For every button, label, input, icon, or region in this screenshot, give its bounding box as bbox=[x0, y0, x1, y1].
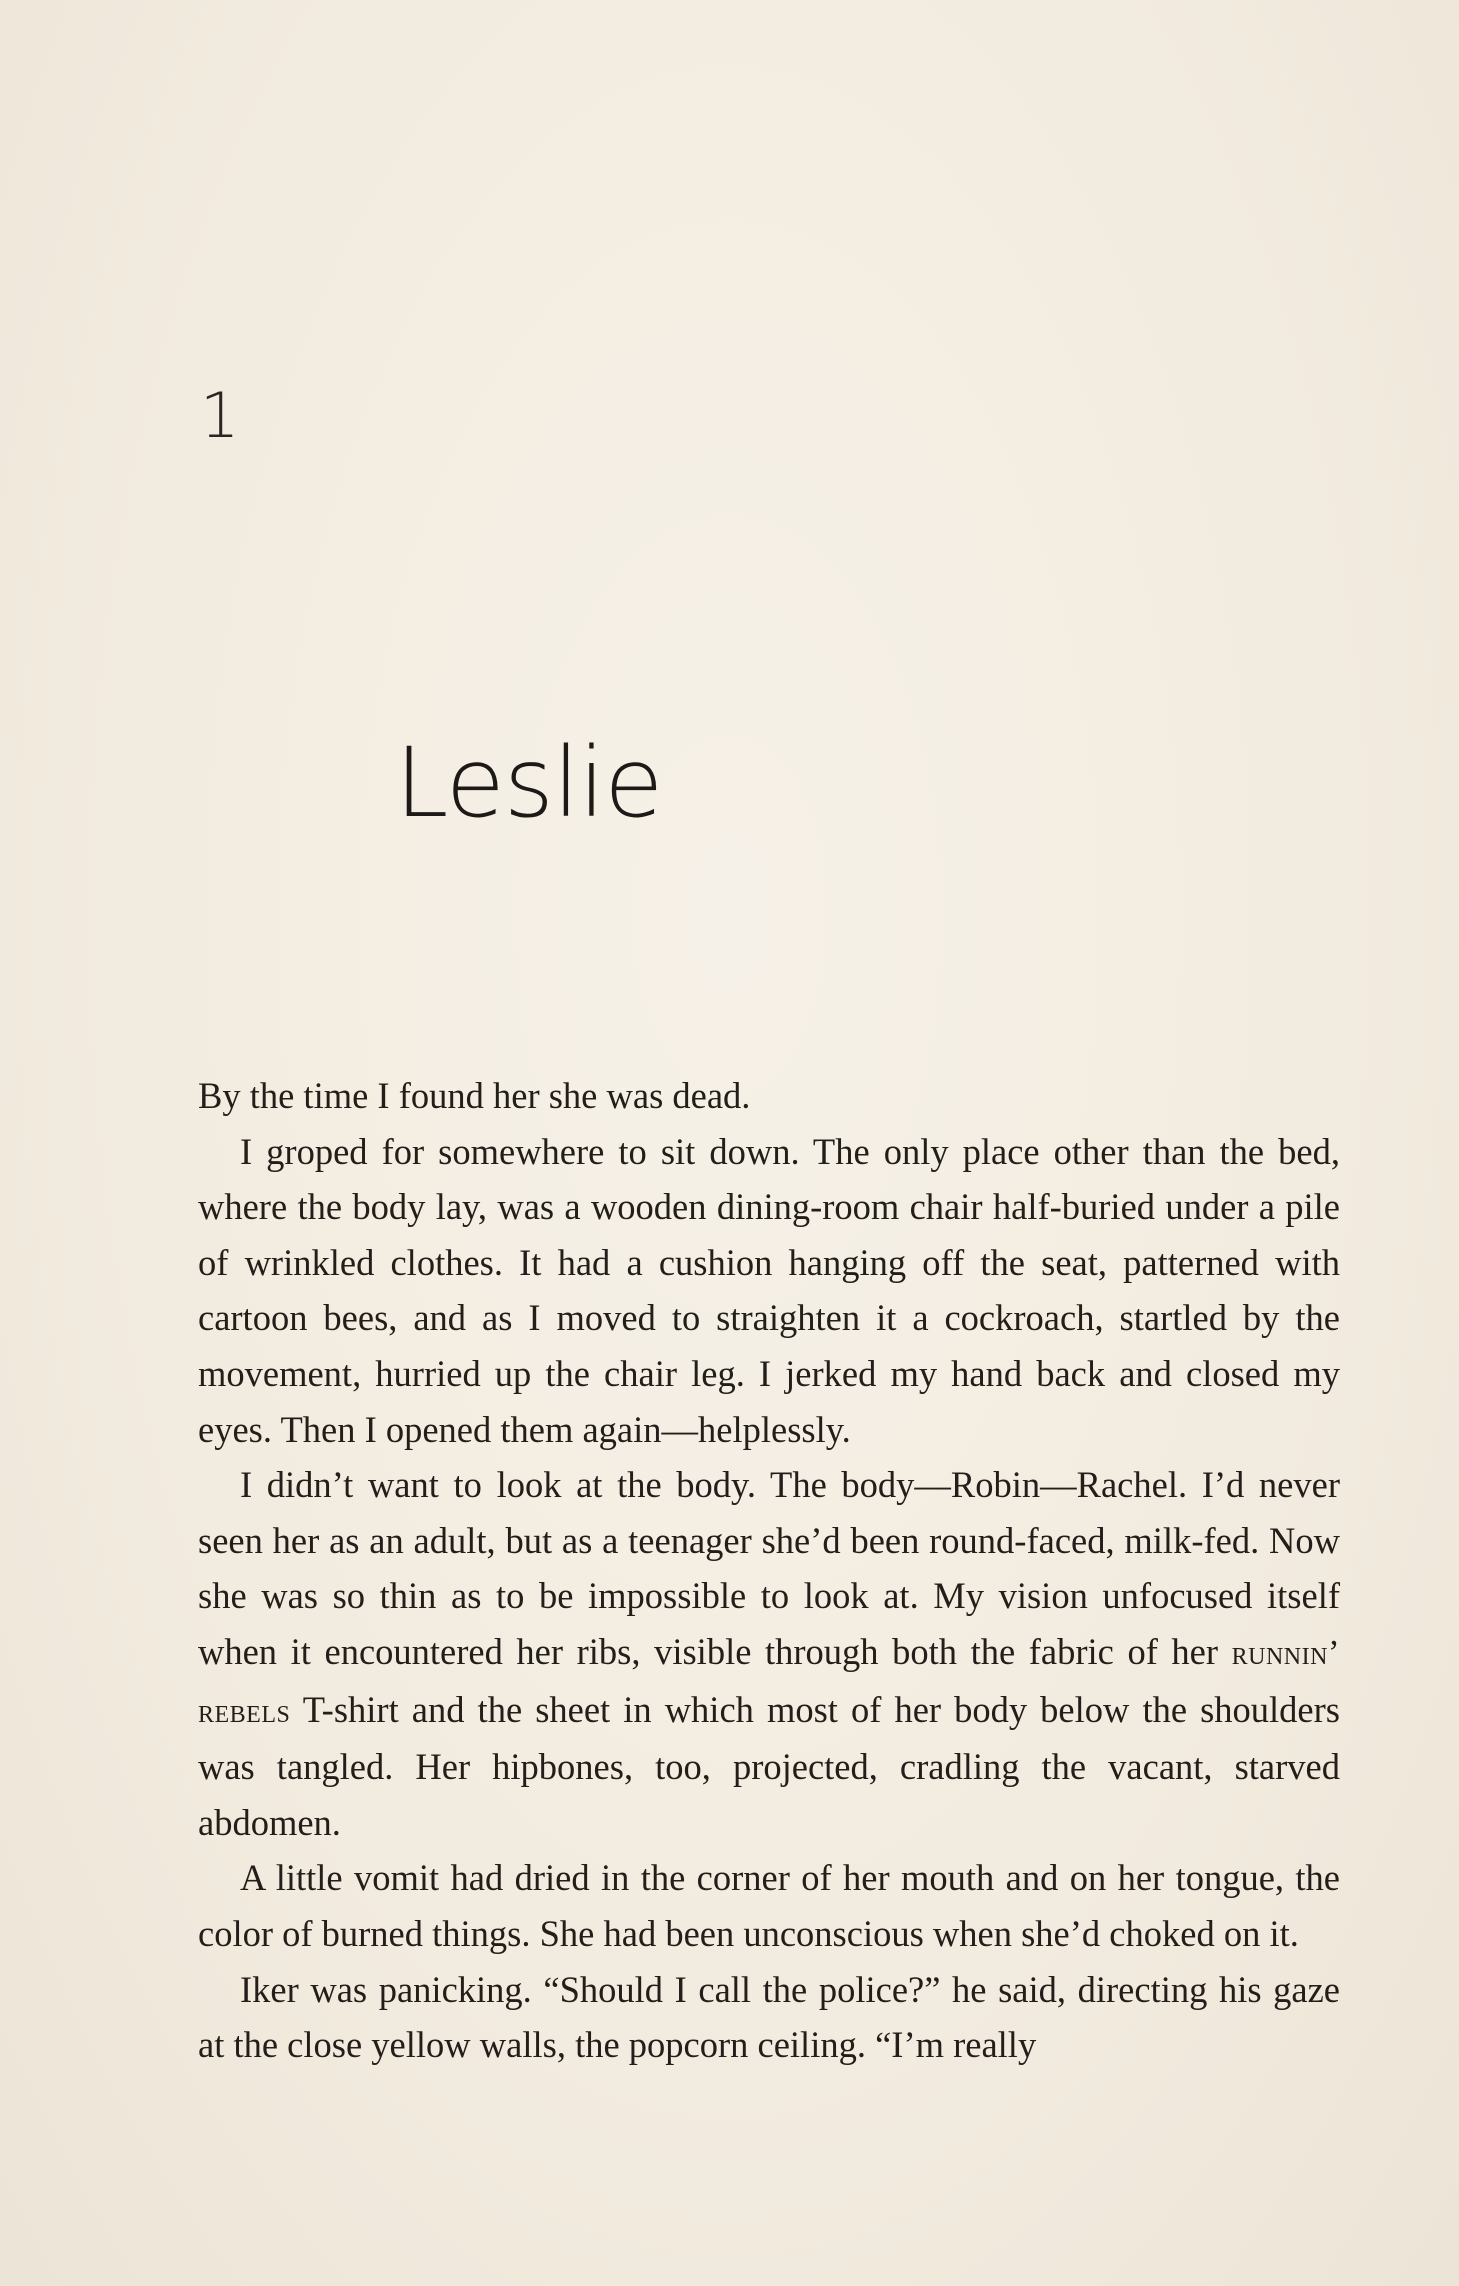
body-text bbox=[198, 1068, 1340, 2073]
paragraph-1: By the time I found her she was dead. bbox=[198, 1075, 751, 1116]
chapter-number: 1 bbox=[200, 379, 240, 452]
chapter-title: Leslie bbox=[395, 727, 663, 839]
paragraph-3-part-2: T-shirt and the sheet in which most of her body below the shoulders was tangled. Her hipbones, too, projected, cradling the vacant, starved abdomen. bbox=[198, 1688, 1340, 1843]
paragraph-3-part-1: I didn’t want to look at the body. The body—Robin—Rachel. I’d never seen her as an adult, but as a teenager she’d been round-faced, milk-fed. Now she was so thin as to be impossible to look at. My vision unfocused itself when it encountered her ribs, visible through both the fabric of her bbox=[198, 1464, 1340, 1672]
paragraph-4: A little vomit had dried in the corner of her mouth and on her tongue, the color of burned things. She had been unconscious when she’d choked on it. bbox=[198, 1857, 1340, 1954]
paragraph-3 bbox=[198, 1457, 1340, 1850]
paragraph-5: Iker was panicking. “Should I call the police?” he said, directing his gaze at the close yellow walls, the popcorn ceiling. “I’m really bbox=[198, 1968, 1340, 2066]
paragraph-2: I groped for somewhere to sit down. The only place other than the bed, where the body lay, was a wooden dining-room chair half-buried under a pile of wrinkled clothes. It had a cushion hanging off the seat, patterned with cartoon bees, and as I moved to straighten it a cockroach, startled by the movement, hurried up the chair leg. I jerked my hand back and closed my eyes. Then I opened them again—helplessly. bbox=[198, 1130, 1340, 1450]
shirt-text-smallcaps: runnin’ rebels bbox=[198, 1633, 1340, 1730]
